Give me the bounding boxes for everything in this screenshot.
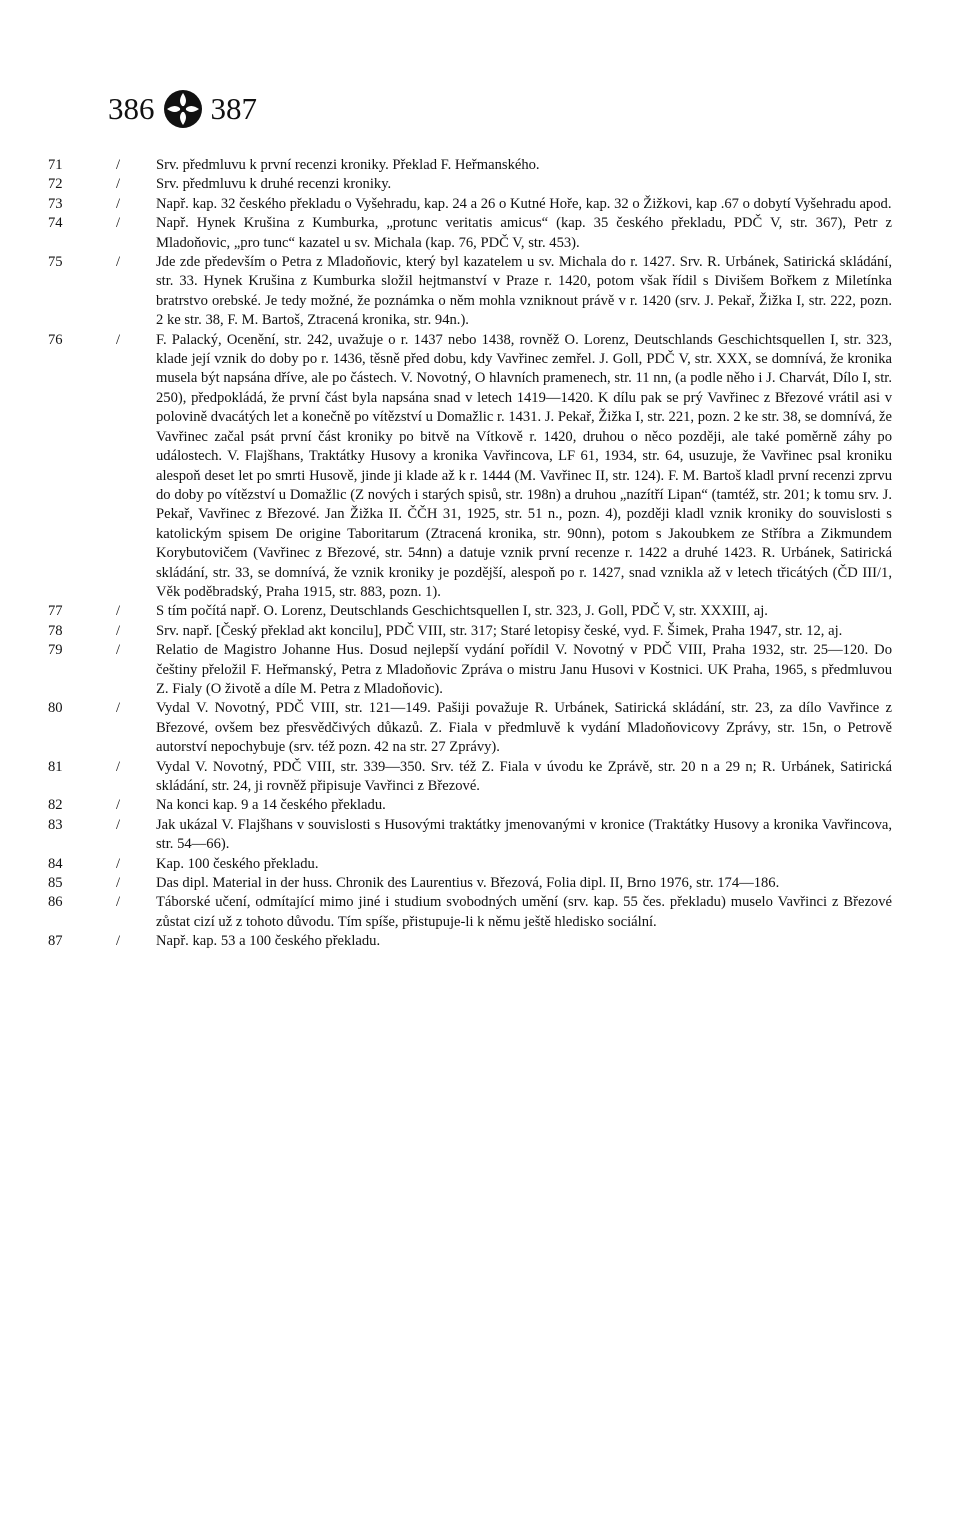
note-number: 76: [48, 331, 63, 348]
note-separator: /: [116, 642, 121, 659]
note-separator: /: [116, 331, 121, 348]
note-separator: /: [116, 254, 121, 271]
note-83: [48, 816, 892, 855]
note-number: 79: [48, 642, 63, 659]
note-separator: /: [116, 797, 121, 814]
note-78: [48, 622, 892, 641]
note-72: [48, 175, 892, 194]
note-text: F. Palacký, Ocenění, str. 242, uvažuje o r. 1437 nebo 1438, rovněž O. Lorenz, Deutschlands Geschichtsquellen I, str. 323, klade její vznik do doby po r. 1436, těsně před dobu, kdy Vavřinec zemřel. J. Goll, PDČ V, str. XXX, se domnívá, že kronika musela být napsána dříve, ale po částech. V. Novotný, O hlavních pramenech, str. 11 nn, (a podle něho i J. Charvát, Dílo I, str. 250), předpokládá, že první část byla napsána snad v letech 1419—1420. K dílu pak se prý Vavřinec z Březové vrátil asi v polovině dvacátých let a konečně po vítězství u Domažlic r. 1431. J. Pekař, Žižka I, str. 221, pozn. 2 ke str. 38, se domnívá, že Vavřinec začal psát první část kroniky po bitvě na Vítkově r. 1420, druhou o něco později, ale také poměrně záhy po událostech. V. Flajšhans, Traktátky Husovy a kronika Vavřincova, LF 61, 1934, str. 64, usuzuje, že Vavřinec psal kroniku alespoň deset let po smrti Husově, jinde ji klade až k r. 1444 (M. Vavřinec II, str. 124). F. M. Bartoš kladl první recenzi zprvu do doby po vítězství u Domažlic (Z nových i starých spisů, str. 198n) a druhou „nazítří Lipan“ (tamtéž, str. 201; k tomu srv. J. Pekař, Vavřinec z Březové. Jan Žižka II. ČČH 31, 1925, str. 51 n., pozn. 4), později kladl vznik kroniky do souvislosti s katolickým spisem De origine Taboritarum (Ztracená kronika, str. 90nn), potom s Jakoubkem ze Stříbra a Zikmundem Korybutovičem (Vavřinec z Březové, str. 54nn) a datuje vznik první recenze r. 1422 a druhé 1423. R. Urbánek, Satirická skládání, str. 33, se domnívá, že vznik kroniky je pozdější, alespoň po r. 1427, snad vznikla až v letech třicátých (ČD III/1, Věk poděbradský, Praha 1915, str. 883, pozn. 1).: [156, 331, 892, 600]
note-separator: /: [116, 622, 121, 639]
note-71: [48, 156, 892, 175]
note-separator: /: [116, 195, 121, 212]
note-text: Srv. předmluvu k druhé recenzi kroniky.: [156, 176, 392, 193]
page-number-right: 387: [210, 91, 257, 126]
note-87: [48, 932, 892, 951]
note-separator: /: [116, 855, 121, 872]
note-number: 82: [48, 797, 63, 814]
note-separator: /: [116, 603, 121, 620]
note-text: Např. Hynek Krušina z Kumburka, „protunc veritatis amicus“ (kap. 35 českého překladu, PDČ V, str. 367), Petr z Mladoňovic, „pro tunc“ kazatel u sv. Michala (kap. 76, PDČ V, str. 453).: [156, 215, 892, 251]
note-separator: /: [116, 875, 121, 892]
note-76: [48, 331, 892, 603]
note-separator: /: [116, 894, 121, 911]
note-text: Srv. předmluvu k první recenzi kroniky. Překlad F. Heřmanského.: [156, 157, 540, 173]
note-86: [48, 893, 892, 932]
note-number: 75: [48, 254, 63, 271]
note-number: 74: [48, 215, 63, 232]
note-77: [48, 602, 892, 621]
note-text: Das dipl. Material in der huss. Chronik des Laurentius v. Březová, Folia dipl. II, Brno 1976, str. 174—186.: [156, 875, 780, 892]
note-separator: /: [116, 700, 121, 717]
note-75: [48, 253, 892, 331]
note-separator: /: [116, 933, 121, 950]
note-text: Např. kap. 53 a 100 českého překladu.: [156, 933, 381, 950]
note-text: Vydal V. Novotný, PDČ VIII, str. 339—350. Srv. též Z. Fiala v úvodu ke Zprávě, str. 20 n a 29 n; R. Urbánek, Satirická skládání, str. 24, ji rovněž připisuje Vavřinci z Březové.: [156, 758, 892, 794]
note-text: S tím počítá např. O. Lorenz, Deutschlands Geschichtsquellen I, str. 323, J. Goll, PDČ V, str. XXXIII, aj.: [156, 603, 768, 620]
note-separator: /: [116, 157, 121, 173]
note-74: [48, 214, 892, 253]
note-text: Jak ukázal V. Flajšhans v souvislosti s Husovými traktátky jmenovanými v kronice (Traktátky Husovy a kronika Vavřincova, str. 54—66).: [156, 816, 892, 853]
note-80: [48, 699, 892, 757]
note-number: 73: [48, 195, 63, 212]
note-82: [48, 796, 892, 815]
note-number: 77: [48, 603, 63, 620]
note-text: Táborské učení, odmítající mimo jiné i studium svobodných umění (srv. kap. 55 čes. překladu) muselo Vavřinci z Březové zůstat cizí už z tohoto důvodu. Tím spíše, přistupuje-li k němu ještě hledisko sociální.: [156, 894, 892, 930]
note-number: 78: [48, 622, 63, 639]
note-84: [48, 855, 892, 874]
note-85: [48, 874, 892, 893]
note-number: 83: [48, 816, 63, 833]
note-73: [48, 195, 892, 214]
note-separator: /: [116, 215, 121, 232]
notes-list: [48, 156, 892, 952]
note-text: Vydal V. Novotný, PDČ VIII, str. 121—149. Pašiji považuje R. Urbánek, Satirická skládání, str. 23, za dílo Vavřince z Březové, ovšem bez přesvědčivých důkazů. Z. Fiala v předmluvě k vydání Mladoňovicovy Zprávy, str. 15n, o Petrově autorství nepochybuje (srv. též pozn. 42 na str. 27 Zprávy).: [156, 700, 892, 756]
note-text: Kap. 100 českého překladu.: [156, 855, 319, 872]
note-separator: /: [116, 816, 121, 833]
page-number-left: 386: [108, 91, 155, 126]
note-number: 84: [48, 855, 63, 872]
note-text: Relatio de Magistro Johanne Hus. Dosud nejlepší vydání pořídil V. Novotný v PDČ VIII, Praha 1932, str. 25—120. Do češtiny přeložil F. Heřmanský, Petra z Mladoňovic Zpráva o mistru Janu Husovi v Kostnici. UK Praha, 1965, s předmluvou Z. Fialy (O životě a díle M. Petra z Mladoňovic).: [156, 642, 892, 697]
note-separator: /: [116, 176, 121, 193]
note-number: 81: [48, 758, 63, 775]
note-number: 86: [48, 894, 63, 911]
note-text: Srv. např. [Český překlad akt koncilu], PDČ VIII, str. 317; Staré letopisy české, vyd. F. Šimek, Praha 1947, str. 12, aj.: [156, 622, 843, 639]
note-number: 72: [48, 176, 63, 193]
note-separator: /: [116, 758, 121, 775]
note-text: Např. kap. 32 českého překladu o Vyšehradu, kap. 24 a 26 o Kutné Hoře, kap. 32 o Žižkovi, kap .67 o dobytí Vyšehradu apod.: [156, 195, 892, 212]
page-header: [108, 84, 257, 134]
note-number: 87: [48, 933, 63, 950]
chalice-emblem-icon: [161, 87, 205, 131]
note-text: Jde zde především o Petra z Mladoňovic, který byl kazatelem u sv. Michala do r. 1427. Srv. R. Urbánek, Satirická skládání, str. 33. Hynek Krušina z Kumburka složil hejtmanství v Praze r. 1420, potom však řídil s Divišem Bořkem z Miletínka bratrstvo orebské. Je tedy možné, že poznámka o něm mohla vzniknout právě v r. 1420 (srv. J. Pekař, Žižka I, str. 222, pozn. 2 ke str. 38, F. M. Bartoš, Ztracená kronika, str. 94n.).: [156, 254, 892, 329]
note-number: 71: [48, 157, 63, 173]
note-81: [48, 758, 892, 797]
note-text: Na konci kap. 9 a 14 českého překladu.: [156, 797, 386, 814]
note-number: 85: [48, 875, 63, 892]
note-number: 80: [48, 700, 63, 717]
note-79: [48, 641, 892, 699]
